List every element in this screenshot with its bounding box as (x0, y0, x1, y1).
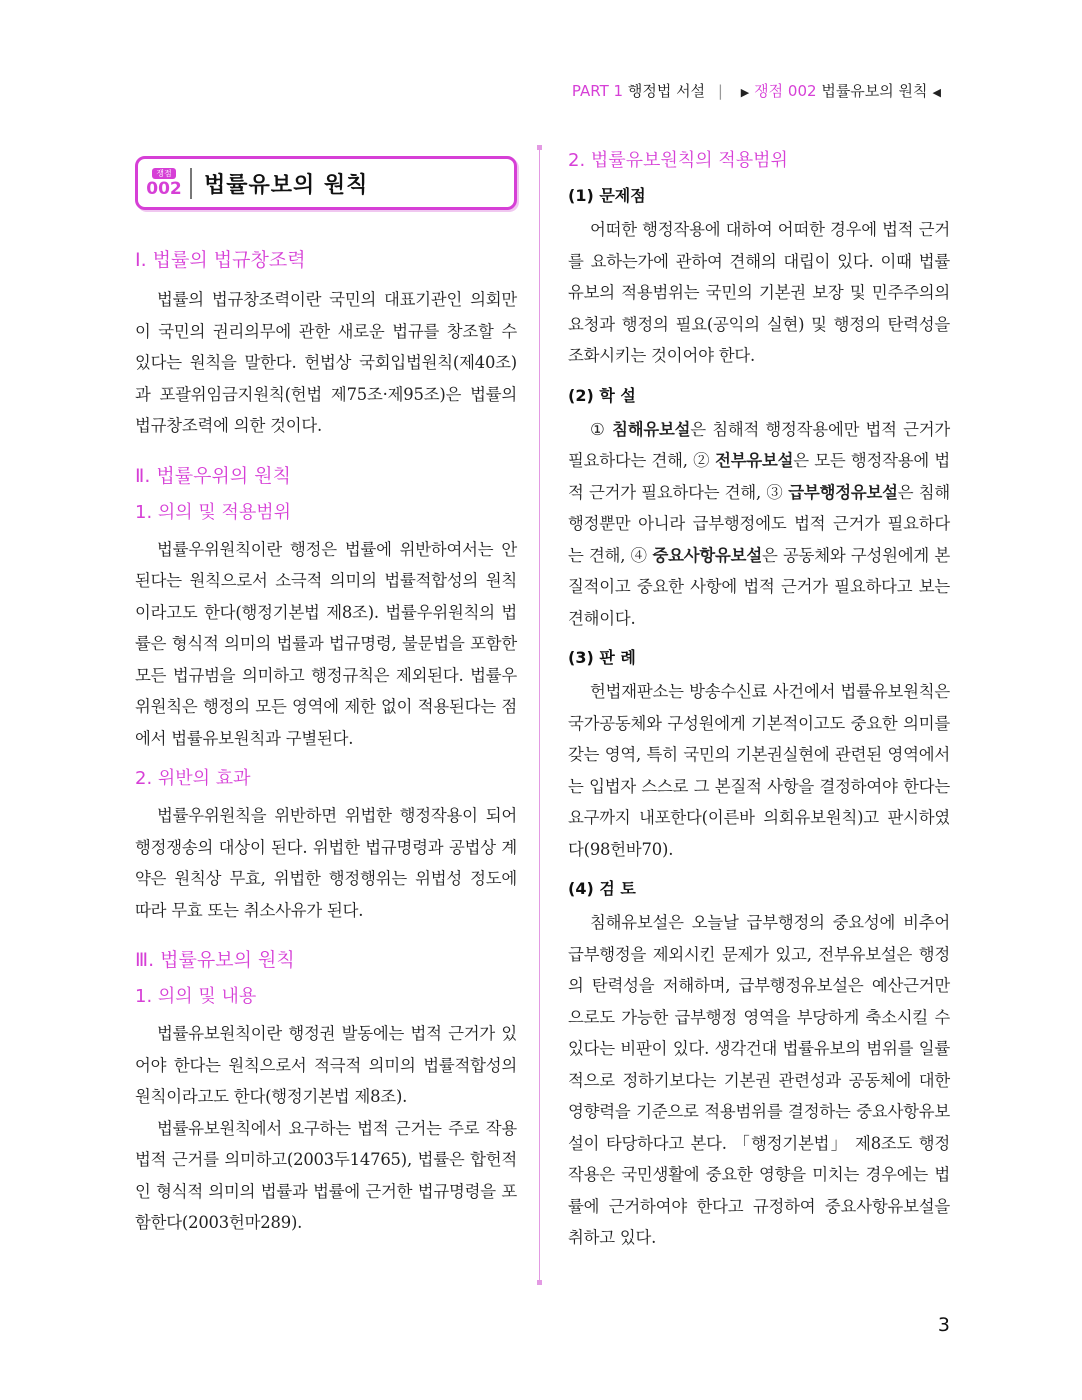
subsection-heading: 1. 의의 및 적용범위 (135, 501, 292, 523)
paragraph: 헌법재판소는 방송수신료 사건에서 법률유보원칙은 국가공동체와 구성원에게 기본적이고도 중요한 의미를 갖는 영역, 특히 국민의 기본권실현에 관련된 영역에서는 입법자 스스로 그 본질적 사항을 결정하여야 한다는 요구까지 내포한다(이른바 의회유보원칙)고 판시하였다(98헌바70). (568, 682, 950, 859)
paragraph: 법률유보원칙이란 행정권 발동에는 법적 근거가 있어야 한다는 원칙으로서 적극적 의미의 법률적합성의 원칙이라고도 한다(행정기본법 제8조). (135, 1024, 517, 1106)
item-heading: (3) 판 례 (568, 648, 636, 667)
part-title: 행정법 서설 (627, 82, 706, 100)
text-run: 은 침해적 행정작용에만 법적 근거가 필요하다는 견해, ② (568, 419, 950, 470)
paragraph: 침해유보설은 오늘날 급부행정의 중요성에 비추어 급부행정을 제외시킨 문제가 있고, 전부유보설은 행정의 탄력성을 저해하며, 급부행정유보설은 예산근거만으로도 가능한 급부행정 영역을 부당하게 축소시킬 수 있다는 비판이 있다. 생각건대 법률유보의 범위를 일률적으로 정하기보다는 기본권 관련성과 공동체에 대한 영향력을 기준으로 적용범위를 결정하는 중요사항유보설이 타당하다고 본다. 「행정기본법」 제8조도 행정작용은 국민생활에 중요한 영향을 미치는 경우에는 법률에 근거하여야 한다고 규정하여 중요사항유보설을 취하고 있다. (568, 913, 950, 1247)
text-run: 은 공동체와 구성원에게 본질적이고 중요한 사항에 법적 근거가 필요하다고 보는 견해이다. (568, 545, 950, 628)
section-heading: Ⅱ. 법률우위의 원칙 (135, 464, 291, 487)
triangle-left-icon: ◀ (932, 86, 941, 99)
issue-badge (146, 168, 192, 199)
part-label: PART 1 (571, 82, 624, 100)
badge-number: 002 (146, 178, 182, 199)
badge-label: 쟁점 (152, 168, 175, 179)
title-box (135, 156, 517, 210)
subsection-heading: 2. 법률유보원칙의 적용범위 (568, 150, 788, 171)
text-run: 은 모든 행정작용에 법적 근거가 필요하다는 견해, ③ (568, 451, 951, 502)
issue-label: 쟁점 002 (754, 82, 817, 100)
paragraph: 법률우위원칙이란 행정은 법률에 위반하여서는 안 된다는 원칙으로서 소극적 의미의 법률적합성의 원칙이라고도 한다(행정기본법 제8조). 법률우위원칙의 법률은 형식적 의미의 법률과 법규명령, 불문법을 포함한 모든 법규범을 의미하고 행정규칙은 제외된다. 법률우위원칙은 행정의 모든 영역에 제한 없이 적용된다는 점에서 법률유보원칙과 구별된다. (135, 539, 517, 748)
section-heading: Ⅲ. 법률유보의 원칙 (135, 949, 295, 971)
paragraph: 법률유보원칙에서 요구하는 법적 근거는 주로 작용법적 근거를 의미하고(2003두14765), 법률은 합헌적인 형식적 의미의 법률과 법률에 근거한 법규명령을 포함한다(2003헌마289). (135, 1118, 517, 1232)
paragraph: 어떠한 행정작용에 대하여 어떠한 경우에 법적 근거를 요하는가에 관하여 견해의 대립이 있다. 이때 법률유보의 적용범위는 국민의 기본권 보장 및 민주주의의 요청과 행정의 필요(공익의 실현) 및 행정의 탄력성을 조화시키는 것이어야 한다. (568, 220, 950, 365)
item-heading: (4) 검 토 (568, 879, 636, 898)
column-divider (539, 145, 540, 1285)
right-column (568, 150, 950, 1254)
page-title: 법률유보의 원칙 (204, 172, 369, 198)
item-heading: (2) 학 설 (568, 385, 636, 405)
subsection-heading: 2. 위반의 효과 (135, 768, 251, 789)
triangle-right-icon: ▶ (740, 86, 750, 99)
page-number: 3 (937, 1314, 950, 1336)
text-run: 은 침해행정뿐만 아니라 급부행정에도 법적 근거가 필요하다는 견해, ④ (568, 482, 950, 565)
issue-title: 법률유보의 원칙 (821, 82, 928, 100)
term-bold: 급부행정유보설 (788, 482, 898, 502)
subsection-heading: 1. 의의 및 내용 (135, 986, 257, 1007)
section-heading: Ⅰ. 법률의 법규창조력 (135, 249, 306, 271)
left-column (135, 156, 517, 1239)
header-separator: | (717, 82, 723, 100)
term-bold: 전부유보설 (715, 451, 794, 470)
item-heading: (1) 문제점 (568, 186, 646, 205)
term-bold: 중요사항유보설 (652, 545, 762, 565)
paragraph: 법률의 법규창조력이란 국민의 대표기관인 의회만이 국민의 권리의무에 관한 새로운 법규를 창조할 수 있다는 원칙을 말한다. 헌법상 국회입법원칙(제40조)과 포괄위임금지원칙(헌법 제75조·제95조)은 법률의 법규창조력에 의한 것이다. (135, 290, 517, 435)
term-bold: 침해유보설 (612, 419, 691, 439)
text-run: ① (590, 419, 613, 439)
running-header (572, 80, 946, 101)
paragraph: 법률우위원칙을 위반하면 위법한 행정작용이 되어 행정쟁송의 대상이 된다. 위법한 법규명령과 공법상 계약은 원칙상 무효, 위법한 행정행위는 위법성 정도에 따라 무효 또는 취소사유가 된다. (135, 806, 517, 920)
theories-paragraph (568, 414, 950, 635)
